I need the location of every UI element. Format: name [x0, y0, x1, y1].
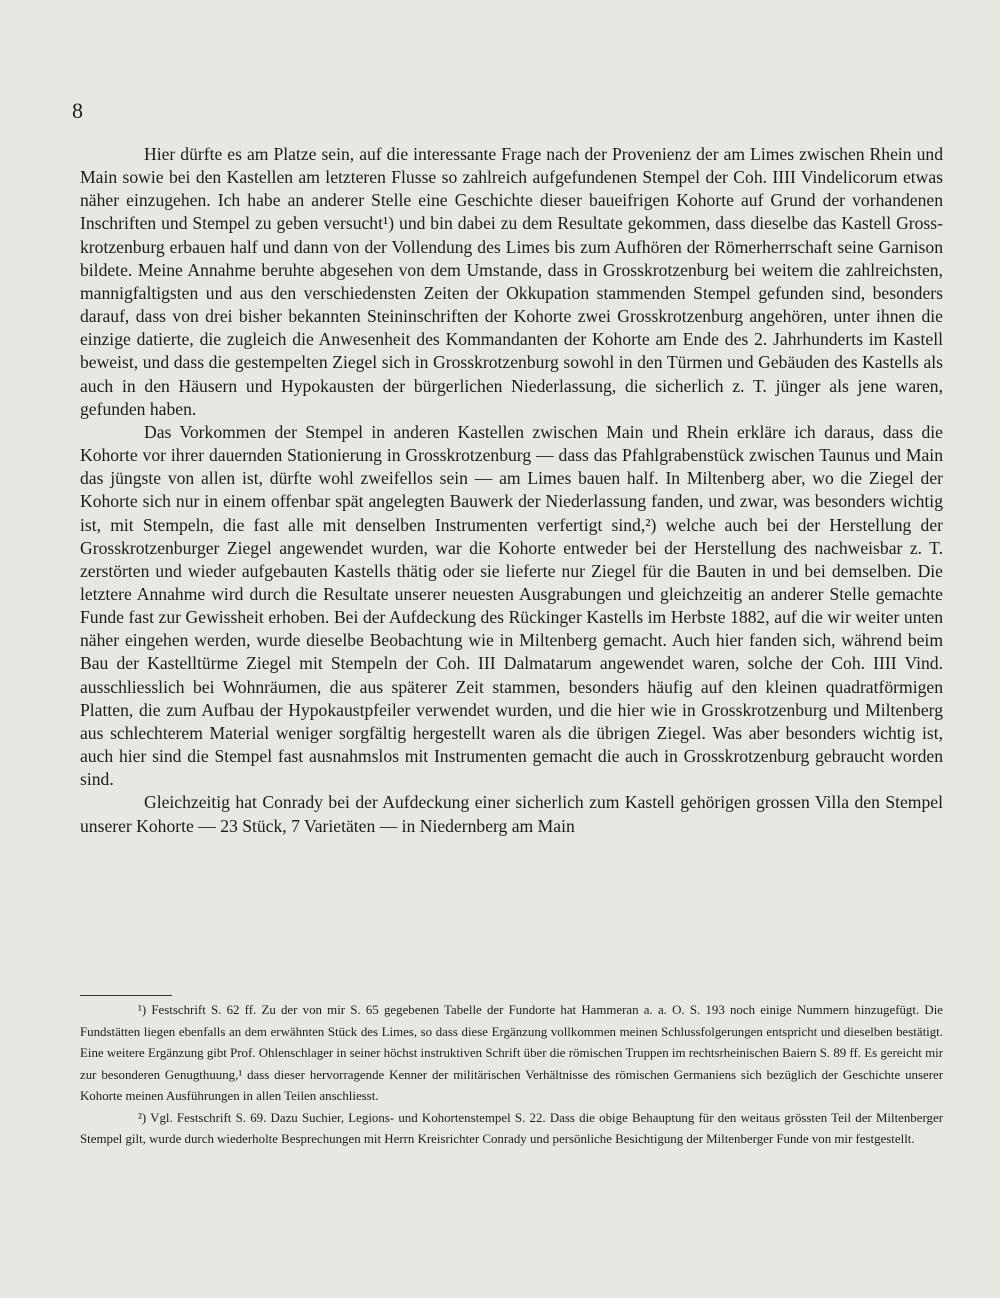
paragraph-2: Das Vorkommen der Stempel in anderen Kastellen zwischen Main und Rhein erkläre ich daraus, dass die Kohorte vor ihrer dauernden Stationierung in Grosskrotzenburg — dass das Pfahlgrabenstück zwischen Taunus und Main das jüngste von allen ist, dürfte wohl zweifellos sein — am Limes bauen half. In Miltenberg aber, wo die Ziegel der Kohorte sich nur in einem offenbar spät angelegten Bauwerk der Niederlassung fanden, und zwar, was besonders wichtig ist, mit Stempeln, die fast alle mit denselben Instrumenten verfertigt sind,²) welche auch bei der Herstellung der Grosskrotzenburger Ziegel angewendet wurden, war die Kohorte entweder bei der Herstellung des nachweisbar z. T. zerstörten und wieder aufgebauten Kastells thätig oder sie lieferte nur Ziegel für die Bauten in und bei demselben. Die letztere Annahme wird durch die Resultate unserer neuesten Ausgrabungen und gleichzeitig an anderer Stelle gemachte Funde fast zur Gewissheit erhoben. Bei der Aufdeckung des Rückinger Kastells im Herbste 1882, auf die wir weiter unten näher eingehen werden, wurde dieselbe Beobachtung wie in Miltenberg gemacht. Auch hier fanden sich, während beim Bau der Kastelltürme Ziegel mit Stempeln der Coh. III Dalmatarum angewendet waren, solche der Coh. IIII Vind. ausschliesslich bei Wohnräumen, die aus späterer Zeit stammen, besonders häufig auf den kleinen quadratförmigen Platten, die zum Aufbau der Hypokaustpfeiler verwendet wurden, und die hier wie in Grosskrotzenburg und Miltenberg aus schlechterem Material weniger sorgfältig hergestellt waren als die übrigen Ziegel. Was aber besonders wichtig ist, auch hier sind die Stempel fast ausnahmslos mit Instrumenten gemacht die auch in Grosskrotzenburg gebraucht worden sind. [80, 421, 943, 790]
main-text [80, 143, 943, 838]
footnote-1: ¹) Festschrift S. 62 ff. Zu der von mir S. 65 gegebenen Tabelle der Fundorte hat Hammeran a. a. O. S. 193 noch einige Nummern hinzugefügt. Die Fundstätten liegen ebenfalls an dem erwähnten Stück des Limes, so dass diese Ergänzung vollkommen meinen Schlussfolgerungen entspricht und dieselben bestätigt. Eine weitere Ergänzung gibt Prof. Ohlenschlager in seiner höchst instruktiven Schrift über die römischen Truppen im rechtsrheinischen Baiern S. 89 ff. Es gereicht mir zur besonderen Genugthuung,¹ dass dieser hervorragende Kenner der militärischen Verhältnisse des römischen Germaniens sich bezüglich der Geschichte unserer Kohorte meinen Ausführungen in allen Teilen anschliesst. [80, 1003, 943, 1103]
paragraph-1: Hier dürfte es am Platze sein, auf die interessante Frage nach der Provenienz der am Limes zwischen Rhein und Main sowie bei den Kastellen am letzteren Flusse so zahlreich aufgefundenen Stempel der Coh. IIII Vindelicorum etwas näher einzugehen. Ich habe an anderer Stelle eine Geschichte dieser baueifrigen Kohorte auf Grund der vorhandenen Inschriften und Stempel zu geben versucht¹) und bin dabei zu dem Resultate gekommen, dass dieselbe das Kastell Grosskrotzenburg erbauen half und dann von der Vollendung des Limes bis zum Aufhören der Römerherrschaft seine Garnison bildete. Meine Annahme beruhte abgesehen von dem Umstande, dass in Grosskrotzenburg bei weitem die zahlreichsten, mannigfaltigsten und aus den verschiedensten Zeiten der Okkupation stammenden Stempel gefunden sind, besonders darauf, dass von drei bisher bekannten Steininschriften der Kohorte zwei Grosskrotzenburg angehören, unter ihnen die einzige datierte, die zugleich die Anwesenheit des Kommandanten der Kohorte am Ende des 2. Jahrhunderts im Kastell beweist, und dass die gestempelten Ziegel sich in Grosskrotzenburg sowohl in den Türmen und Gebäuden des Kastells als auch in den Häusern und Hypokausten der bürgerlichen Niederlassung, die sicherlich z. T. jünger als jene waren, gefunden haben. [80, 144, 943, 419]
footnote-2: ²) Vgl. Festschrift S. 69. Dazu Suchier, Legions- und Kohortenstempel S. 22. Dass die obige Behauptung für den weitaus grössten Teil der Miltenberger Stempel gilt, wurde durch wiederholte Besprechungen mit Herrn Kreisrichter Conrady und persönliche Besichtigung der Miltenberger Funde von mir festgestellt. [80, 1110, 943, 1146]
page-number: 8 [72, 98, 83, 123]
footnote-rule [80, 995, 172, 996]
footnotes [80, 1000, 943, 1151]
paragraph-3: Gleichzeitig hat Conrady bei der Aufdeckung einer sicherlich zum Kastell gehörigen grossen Villa den Stempel unserer Kohorte — 23 Stück, 7 Varietäten — in Niedernberg am Main [80, 792, 943, 836]
